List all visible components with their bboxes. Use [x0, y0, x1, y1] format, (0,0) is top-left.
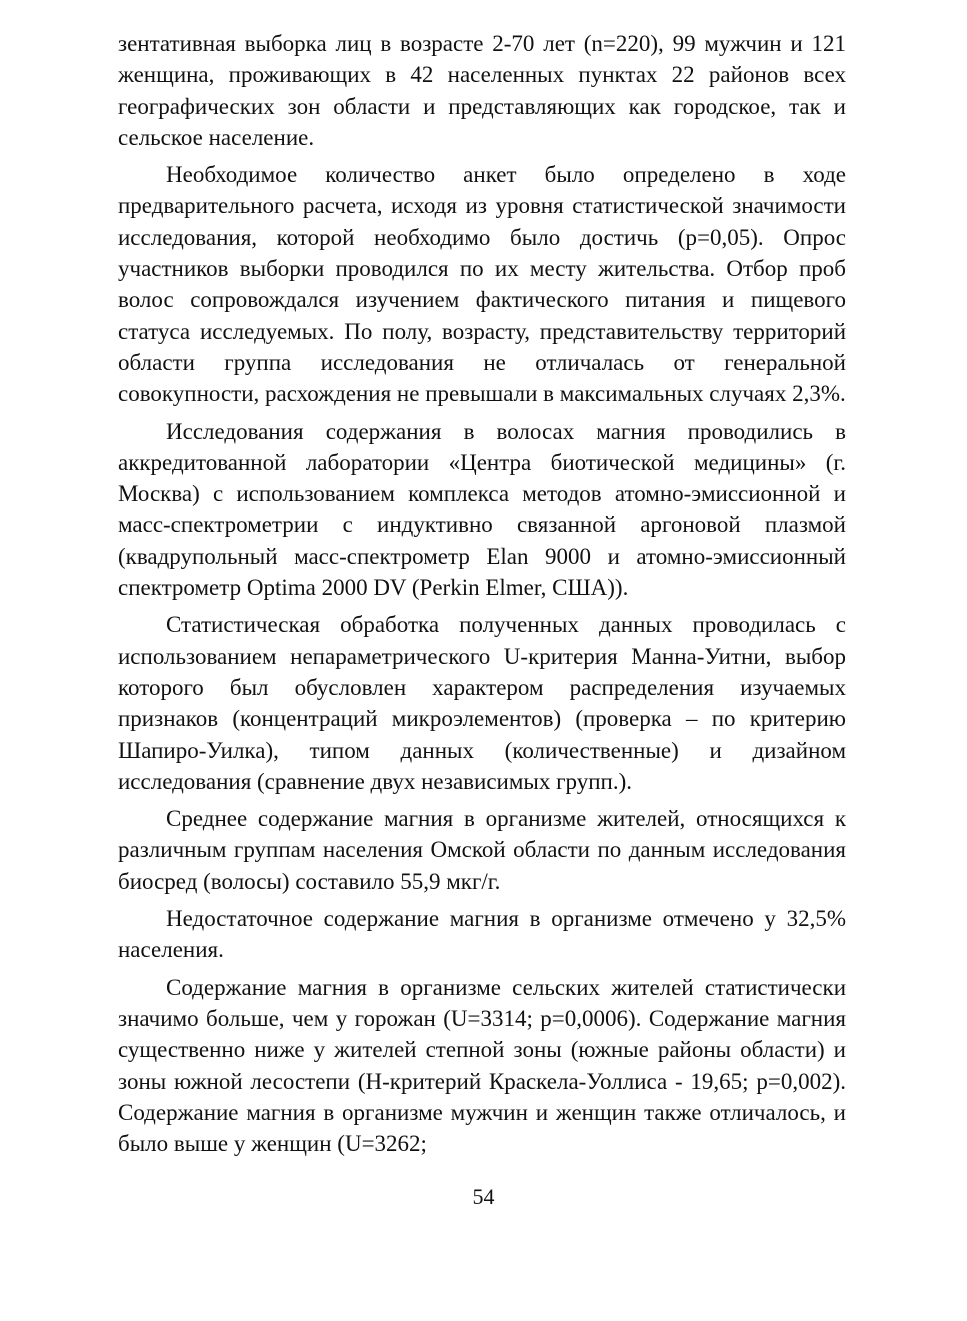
paragraph-laboratory-methods: Исследования содержания в волосах магния проводились в аккредитованной лаборатории «Центра биотической медицины» (г. Москва) с использованием комплекса методов атомно-эмиссионной и масс-спектрометрии с индуктивно связанной аргоновой плазмой (квадрупольный масс-спектрометр Elan 9000 и атомно-эмиссионный спектрометр Optima 2000 DV (Perkin Elmer, США)). [118, 418, 846, 601]
paragraph-sample-description: зентативная выборка лиц в возрасте 2-70 лет (n=220), 99 мужчин и 121 женщина, проживающих в 42 населенных пунктах 22 районов всех географических зон области и представляющих как городское, так и сельское население. [118, 31, 846, 150]
paragraph-questionnaire-count: Необходимое количество анкет было определено в ходе предварительного расчета, исходя из уровня статистической значимости исследования, которой необходимо было достичь (p=0,05). Опрос участников выборки проводился по их месту жительства. Отбор проб волос сопровождался изучением фактического питания и пищевого статуса исследуемых. По полу, возрасту, представительству территорий области группа исследования не отличалась от генеральной совокупности, расхождения не превышали в максимальных случаях 2,3%. [118, 162, 846, 407]
page-body [118, 28, 846, 1165]
paragraph-average-magnesium: Среднее содержание магния в организме жителей, относящихся к различным группам населения Омской области по данным исследования биосред (волосы) составило 55,9 мкг/г. [118, 806, 846, 894]
paragraph-rural-urban-comparison: Содержание магния в организме сельских жителей статистически значимо больше, чем у горожан (U=3314; p=0,0006). Содержание магния существенно ниже у жителей степной зоны (южные районы области) и зоны южной лесостепи (Н-критерий Краскела-Уоллиса - 19,65; p=0,002). Содержание магния в организме мужчин и женщин также отличалось, и было выше у женщин (U=3262; [118, 974, 846, 1157]
paragraph-magnesium-deficiency: Недостаточное содержание магния в организме отмечено у 32,5% населения. [118, 906, 846, 963]
page-number: 54 [472, 1184, 495, 1209]
paragraph-statistical-processing: Статистическая обработка полученных данных проводилась с использованием непараметрического U-критерия Манна-Уитни, выбор которого был обусловлен характером распределения изучаемых признаков (концентраций микроэлементов) (проверка – по критерию Шапиро-Уилка), типом данных (количественные) и дизайном исследования (сравнение двух независимых групп.). [118, 612, 846, 794]
